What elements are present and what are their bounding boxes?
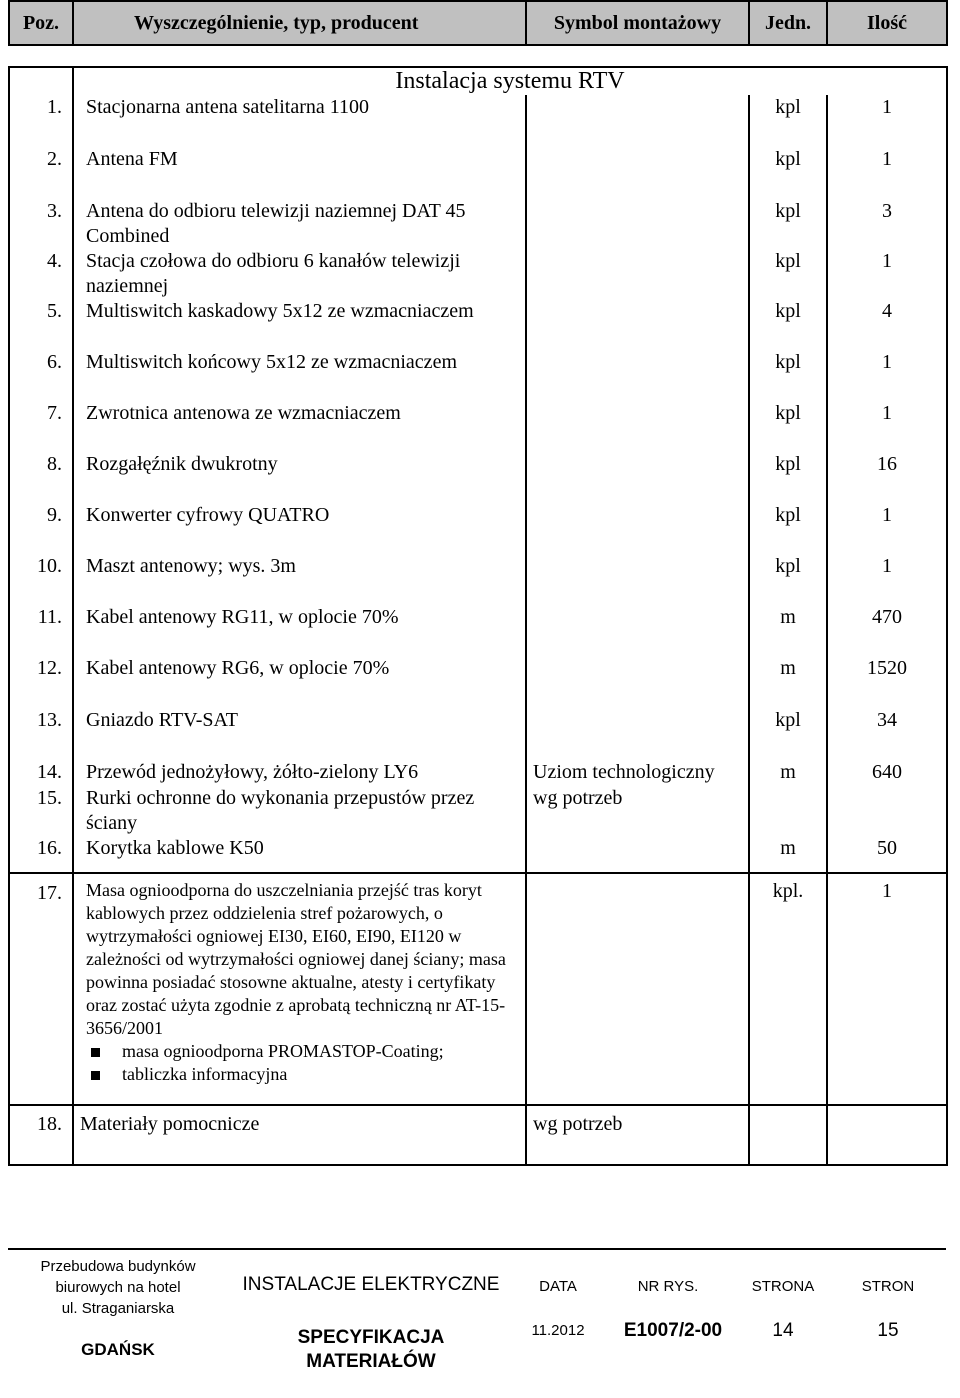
item-quantity: 1 <box>827 147 947 199</box>
item-symbol <box>526 503 749 554</box>
table-row <box>9 786 947 836</box>
item-number: 17. <box>9 873 73 1105</box>
item-quantity: 1 <box>827 95 947 147</box>
item-number: 6. <box>9 350 73 401</box>
item-number: 9. <box>9 503 73 554</box>
item-quantity: 1520 <box>827 656 947 708</box>
item-number: 3. <box>9 199 73 249</box>
item-description: Gniazdo RTV-SAT <box>73 708 526 760</box>
item-bullets <box>86 1040 521 1086</box>
item-description: Rozgałęźnik dwukrotny <box>73 452 526 503</box>
item-symbol <box>526 452 749 503</box>
item-unit: kpl <box>749 95 827 147</box>
item-description: Antena do odbioru telewizji naziemnej DAT 45 Combined <box>73 199 526 249</box>
page-value: 14 <box>772 1320 794 1341</box>
item-symbol <box>526 656 749 708</box>
table-row <box>9 836 947 873</box>
table-row <box>9 452 947 503</box>
table-row <box>9 299 947 350</box>
item-symbol <box>526 401 749 452</box>
item-number: 12. <box>9 656 73 708</box>
item-unit: kpl <box>749 503 827 554</box>
item-description: Stacja czołowa do odbioru 6 kanałów telewizji naziemnej <box>73 249 526 299</box>
item-quantity: 1 <box>827 503 947 554</box>
item-number: 5. <box>9 299 73 350</box>
item-number: 7. <box>9 401 73 452</box>
item-symbol <box>526 249 749 299</box>
item-description: Przewód jednożyłowy, żółto-zielony LY6 <box>73 760 526 786</box>
item-quantity: 1 <box>827 401 947 452</box>
item-number: 13. <box>9 708 73 760</box>
item-symbol <box>526 708 749 760</box>
page-label: STRONA <box>751 1278 815 1295</box>
section-title: Instalacja systemu RTV <box>73 67 947 95</box>
item-symbol <box>526 147 749 199</box>
item-quantity: 4 <box>827 299 947 350</box>
item-quantity: 640 <box>827 760 947 786</box>
item-unit: m <box>749 656 827 708</box>
table-row <box>9 708 947 760</box>
item-unit: m <box>749 605 827 656</box>
table-row <box>9 760 947 786</box>
item-description: Maszt antenowy; wys. 3m <box>73 554 526 605</box>
item-description: Rurki ochronne do wykonania przepustów przez ściany <box>73 786 526 836</box>
item-unit: kpl <box>749 554 827 605</box>
item-symbol <box>526 299 749 350</box>
header-quantity: Ilość <box>827 1 947 45</box>
table-row-17 <box>9 873 947 1105</box>
title-block <box>8 1248 946 1396</box>
table-row <box>9 605 947 656</box>
bullet-item: tabliczka informacyjna <box>86 1063 521 1086</box>
item-unit: kpl <box>749 199 827 249</box>
item-symbol <box>526 605 749 656</box>
item-quantity: 3 <box>827 199 947 249</box>
item-quantity: 50 <box>827 836 947 873</box>
project-line: biurowych na hotel <box>55 1279 181 1296</box>
item-description: Multiswitch końcowy 5x12 ze wzmacniaczem <box>73 350 526 401</box>
table-row <box>9 554 947 605</box>
project-city: GDAŃSK <box>81 1340 155 1359</box>
item-symbol: Uziom technologiczny <box>526 760 749 786</box>
item-unit: kpl. <box>749 873 827 1105</box>
table-row <box>9 249 947 299</box>
item-number: 18. <box>9 1105 73 1165</box>
item-quantity: 34 <box>827 708 947 760</box>
table-row-18 <box>9 1105 947 1165</box>
item-quantity: 16 <box>827 452 947 503</box>
item-quantity: 1 <box>827 554 947 605</box>
item-number: 2. <box>9 147 73 199</box>
table-header-row <box>9 1 947 45</box>
bullet-item: masa ognioodporna PROMASTOP-Coating; <box>86 1040 521 1063</box>
item-unit: m <box>749 836 827 873</box>
item-number: 8. <box>9 452 73 503</box>
item-number: 14. <box>9 760 73 786</box>
item-symbol <box>526 199 749 249</box>
item-description: Korytka kablowe K50 <box>73 836 526 873</box>
item-number: 15. <box>9 786 73 836</box>
item-quantity: 1 <box>827 350 947 401</box>
item-unit <box>749 786 827 836</box>
section-row <box>9 67 947 95</box>
item-number: 16. <box>9 836 73 873</box>
item-number: 1. <box>9 95 73 147</box>
item-unit: kpl <box>749 299 827 350</box>
specification-table <box>8 0 948 1166</box>
pages-label: STRON <box>861 1278 915 1295</box>
item-unit: m <box>749 760 827 786</box>
item-description: Materiały pomocnicze <box>73 1105 526 1165</box>
item-quantity: 1 <box>827 873 947 1105</box>
table-row <box>9 656 947 708</box>
item-symbol <box>526 554 749 605</box>
document-title-line: MATERIAŁÓW <box>306 1351 436 1372</box>
item-description: Kabel antenowy RG6, w oplocie 70% <box>73 656 526 708</box>
header-description: Wyszczególnienie, typ, producent <box>73 1 526 45</box>
pages-value: 15 <box>877 1320 899 1341</box>
item-symbol: wg potrzeb <box>526 786 749 836</box>
document-title-line: SPECYFIKACJA <box>297 1327 445 1348</box>
table-row <box>9 503 947 554</box>
project-line: Przebudowa budynków <box>40 1258 196 1275</box>
table-row <box>9 147 947 199</box>
item-unit: kpl <box>749 708 827 760</box>
table-row <box>9 401 947 452</box>
item-unit: kpl <box>749 452 827 503</box>
item-symbol: wg potrzeb <box>526 1105 749 1165</box>
document-title <box>226 1326 516 1374</box>
items-body <box>9 95 947 873</box>
item-unit: kpl <box>749 401 827 452</box>
item-symbol <box>526 350 749 401</box>
item-number: 4. <box>9 249 73 299</box>
item-quantity: 470 <box>827 605 947 656</box>
table-row <box>9 199 947 249</box>
item-unit: kpl <box>749 249 827 299</box>
specification-sheet <box>8 0 946 1166</box>
date-value: 11.2012 <box>531 1322 585 1339</box>
discipline-label: INSTALACJE ELEKTRYCZNE <box>242 1274 500 1295</box>
item-number: 10. <box>9 554 73 605</box>
drawing-number-value: E1007/2-00 <box>623 1320 723 1341</box>
header-symbol: Symbol montażowy <box>526 1 749 45</box>
item-description: Stacjonarna antena satelitarna 1100 <box>73 95 526 147</box>
project-info <box>8 1256 228 1319</box>
item-unit: kpl <box>749 147 827 199</box>
drawing-number-label: NR RYS. <box>637 1278 699 1295</box>
header-position: Poz. <box>9 1 73 45</box>
item-number: 11. <box>9 605 73 656</box>
item-symbol <box>526 836 749 873</box>
item-symbol <box>526 95 749 147</box>
item-description: Kabel antenowy RG11, w oplocie 70% <box>73 605 526 656</box>
item-quantity: 1 <box>827 249 947 299</box>
project-line: ul. Straganiarska <box>61 1300 175 1317</box>
item-description: Masa ognioodporna do uszczelniania przejść tras koryt kablowych przez oddzielenia stref pożarowych, o wytrzymałości ogniowej EI30, EI60, EI90, EI120 w zależności od wytrzymałości ogniowej danej ściany; masa powinna posiadać stosowne aktualne, atesty i certyfikaty oraz zostać użyta zgodnie z aprobatą techniczną nr AT-15-3656/2001 <box>86 880 506 1038</box>
item-unit: kpl <box>749 350 827 401</box>
item-description: Zwrotnica antenowa ze wzmacniaczem <box>73 401 526 452</box>
date-label: DATA <box>539 1278 577 1295</box>
item-quantity <box>827 786 947 836</box>
item-description: Antena FM <box>73 147 526 199</box>
item-description: Konwerter cyfrowy QUATRO <box>73 503 526 554</box>
header-unit: Jedn. <box>749 1 827 45</box>
item-description: Multiswitch kaskadowy 5x12 ze wzmacniaczem <box>73 299 526 350</box>
table-row <box>9 350 947 401</box>
table-row <box>9 95 947 147</box>
